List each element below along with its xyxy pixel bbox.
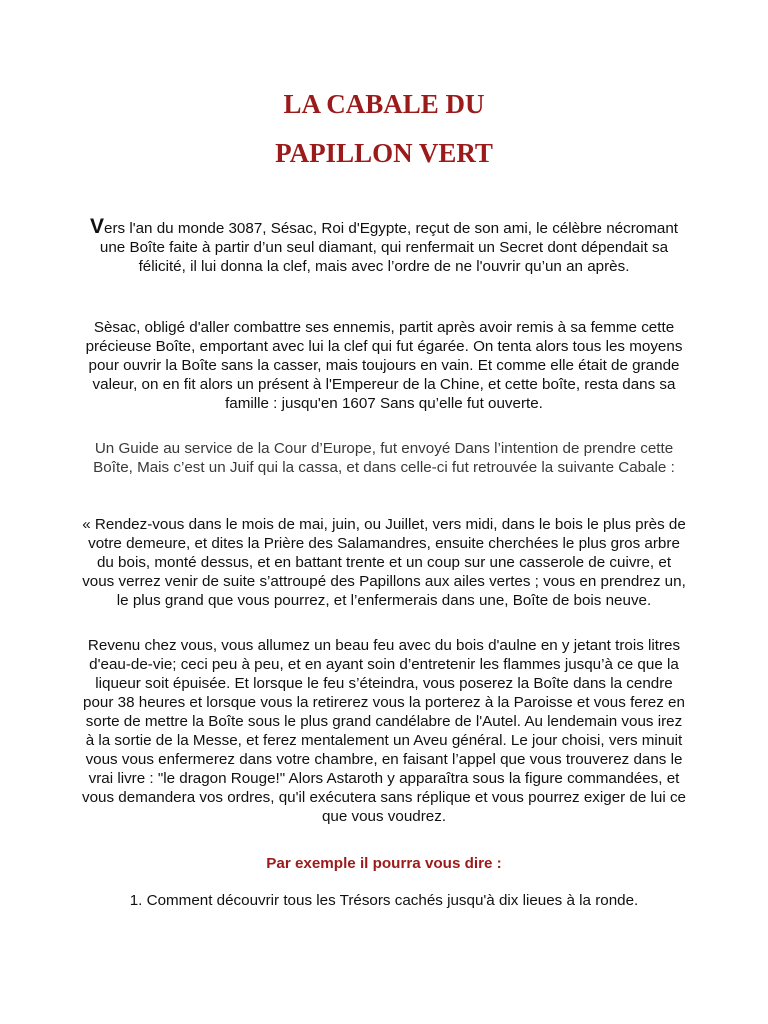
paragraph-ritual: Revenu chez vous, vous allumez un beau feu avec du bois d'aulne en y jetant trois litres d'eau-de-vie; ceci peu à peu, et en ayant soin d’entretenir les flammes jusqu’à ce que la liqueur soit épuisée. Et lorsque le feu s’éteindra, vous poserez la Boîte dans la cendre pour 38 heures et lorsque vous la retirerez vous la porterez à la Paroisse et vous ferez en sorte de mettre la Boîte sous le plus grand candélabre de l'Autel. Au lendemain vous irez à la sortie de la Messe, et ferez mentalement un Aveu général. Le jour choisi, vers minuit vous vous enfermerez dans votre chambre, en faisant l’appel que vous trouverez dans le vrai livre : "le dragon Rouge!" Alors Astaroth y apparaîtra sous la figure commandées, et vous demandera vos ordres, qu'il exécutera sans réplique et vous pourrez exiger de lui ce que vous voudrez. bbox=[82, 637, 686, 825]
example-heading: Par exemple il pourra vous dire : bbox=[266, 855, 502, 872]
paragraph-intro-text: ers l'an du monde 3087, Sésac, Roi d'Egypte, reçut de son ami, le célèbre nécromant une Boîte faite à partir d’un seul diamant, qui renfermait un Secret dont dépendait sa félicité, il lui donna la clef, mais avec l’ordre de ne l'ouvrir qu’un an après. bbox=[99, 220, 678, 275]
document-page bbox=[82, 0, 686, 1024]
paragraph-instructions: « Rendez-vous dans le mois de mai, juin, ou Juillet, vers midi, dans le bois le plus près de votre demeure, et dites la Prière des Salamandres, ensuite cherchées le plus gros arbre du bois, monté dessus, et en battant trente et un coup sur une casserole de cuivre, et vous verrez venir de suite s’attroupé des Papillons aux ailes vertes ; vous en prendrez un, le plus grand que vous pourrez, et l’enfermerais dans une, Boîte de bois neuve. bbox=[82, 516, 686, 609]
title-line-1: LA CABALE DU bbox=[283, 89, 485, 119]
title-line-2: PAPILLON VERT bbox=[275, 138, 493, 168]
list-item-1: 1. Comment découvrir tous les Trésors cachés jusqu'à dix lieues à la ronde. bbox=[129, 892, 639, 909]
drop-initial: V bbox=[90, 215, 105, 238]
paragraph-intro bbox=[82, 217, 686, 276]
paragraph-guide: Un Guide au service de la Cour d’Europe, fut envoyé Dans l’intention de prendre cette Boîte, Mais c’est un Juif qui la cassa, et dans celle-ci fut retrouvée la suivante Cabale : bbox=[93, 440, 675, 476]
paragraph-sesac: Sèsac, obligé d'aller combattre ses ennemis, partit après avoir remis à sa femme cette précieuse Boîte, emportant avec lui la clef qui fut égarée. On tenta alors tous les moyens pour ouvrir la Boîte sans la casser, mais toujours en vain. Et comme elle était de grande valeur, on en fit alors un présent à l'Empereur de la Chine, et cette boîte, resta dans sa famille : jusqu'en 1607 Sans qu’elle fut ouverte. bbox=[85, 319, 683, 412]
